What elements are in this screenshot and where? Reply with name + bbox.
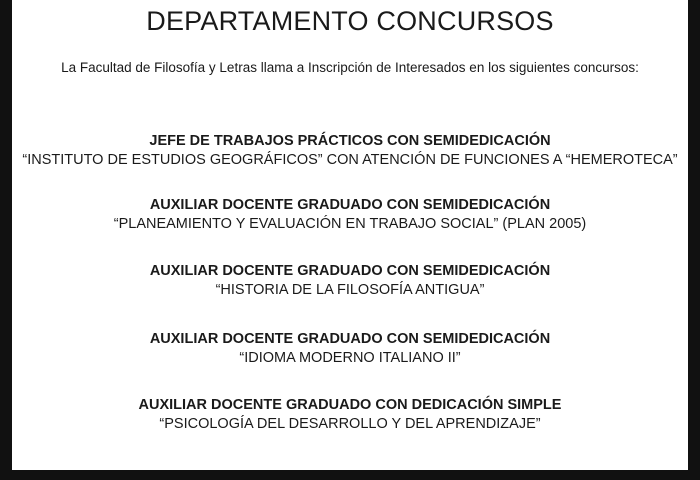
- contest-position: AUXILIAR DOCENTE GRADUADO CON SEMIDEDICACIÓN: [149, 197, 551, 213]
- contest-position: AUXILIAR DOCENTE GRADUADO CON SEMIDEDICACIÓN: [149, 331, 551, 347]
- contest-position: JEFE DE TRABAJOS PRÁCTICOS CON SEMIDEDICACIÓN: [149, 133, 551, 149]
- page-title: DEPARTAMENTO CONCURSOS: [146, 6, 554, 36]
- contest-subject: “INSTITUTO DE ESTUDIOS GEOGRÁFICOS” CON ATENCIÓN DE FUNCIONES A “HEMEROTECA”: [22, 152, 678, 168]
- contest-subject: “PSICOLOGÍA DEL DESARROLLO Y DEL APRENDIZAJE”: [159, 416, 541, 432]
- contest-position: AUXILIAR DOCENTE GRADUADO CON DEDICACIÓN SIMPLE: [138, 397, 562, 413]
- intro-text: La Facultad de Filosofía y Letras llama a Inscripción de Interesados en los siguientes concursos:: [61, 60, 639, 75]
- contest-item: [0, 330, 700, 368]
- contest-item: [0, 132, 700, 170]
- contest-subject: “IDIOMA MODERNO ITALIANO II”: [239, 350, 461, 366]
- contest-item: [0, 262, 700, 300]
- contest-item: [0, 196, 700, 234]
- contest-item: [0, 396, 700, 434]
- contest-subject: “PLANEAMIENTO Y EVALUACIÓN EN TRABAJO SOCIAL” (PLAN 2005): [113, 216, 587, 232]
- contest-position: AUXILIAR DOCENTE GRADUADO CON SEMIDEDICACIÓN: [149, 263, 551, 279]
- frame-border-bottom: [0, 470, 700, 480]
- contest-subject: “HISTORIA DE LA FILOSOFÍA ANTIGUA”: [215, 282, 485, 298]
